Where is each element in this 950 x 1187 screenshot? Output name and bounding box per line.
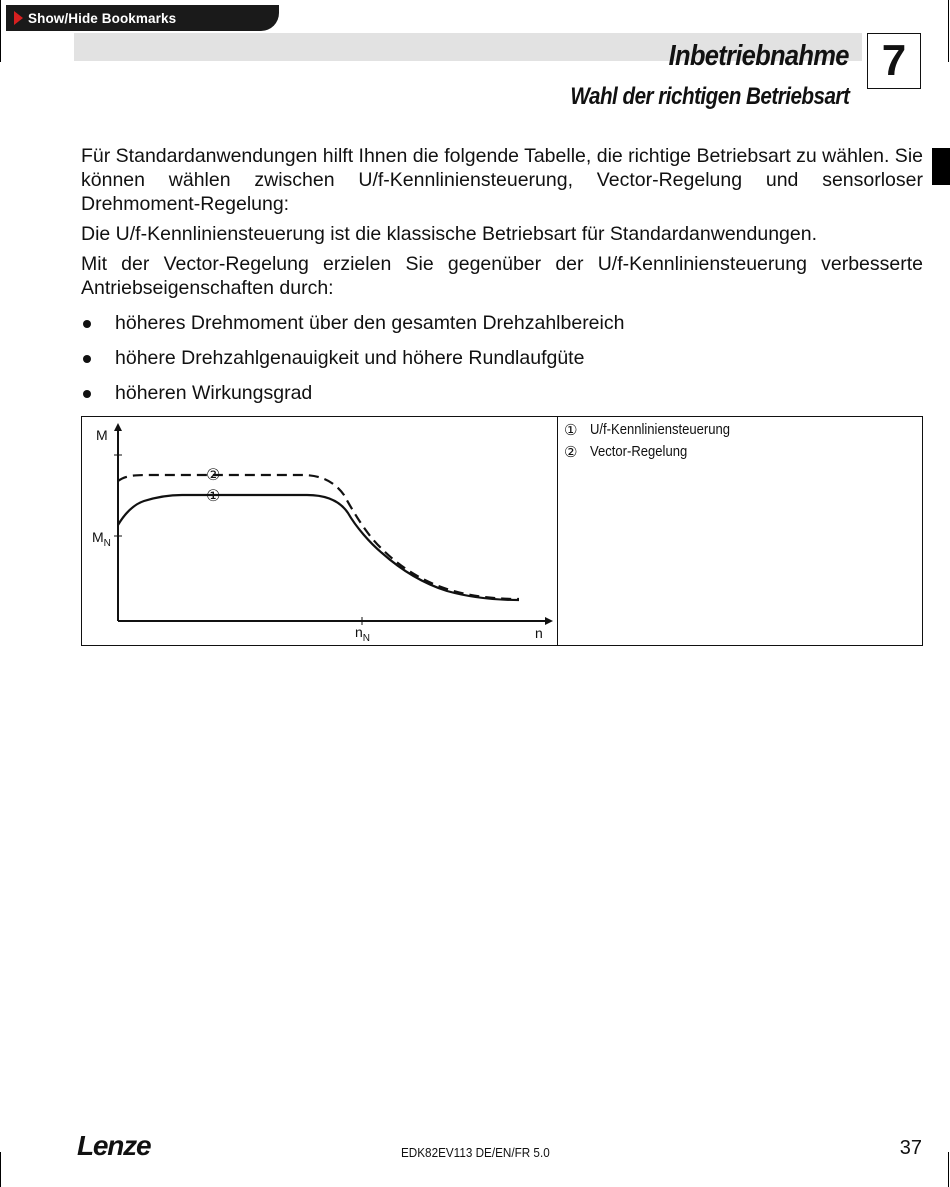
chapter-edge-tab (932, 148, 950, 185)
chapter-title: Inbetriebnahme (668, 40, 849, 72)
legend-entry (564, 441, 922, 463)
list-item-text: höheres Drehmoment über den gesamten Drehzahlbereich (115, 312, 625, 334)
document-id: EDK82EV113 DE/EN/FR 5.0 (401, 1145, 550, 1160)
paragraph: Die U/f-Kennliniensteuerung ist die klassische Betriebsart für Standardanwendungen. (81, 223, 818, 245)
crop-mark-bottom-right (948, 1152, 949, 1187)
x-marker-main: n (355, 624, 363, 640)
legend-number: ② (564, 444, 578, 461)
bullet-icon (83, 355, 91, 363)
bullet-list (81, 311, 923, 405)
torque-speed-diagram (82, 417, 558, 645)
bullet-icon (83, 390, 91, 398)
curve1-marker: ① (206, 486, 221, 505)
curve-uf-kennlinie (118, 495, 519, 600)
figure-table (81, 416, 923, 646)
paragraph: Mit der Vector-Regelung erzielen Sie gegenüber der U/f-Kennliniensteuerung verbesserte Antriebseigenschaften durch: (81, 253, 923, 299)
show-hide-bookmarks-button[interactable] (6, 5, 279, 31)
list-item (81, 381, 923, 405)
curve-vector-regelung (118, 475, 519, 599)
x-axis-label: n (535, 625, 543, 641)
chapter-number-box (867, 33, 921, 89)
list-item (81, 346, 923, 370)
legend-text: Vector-Regelung (590, 444, 688, 460)
x-marker-nn (355, 624, 370, 644)
page-number: 37 (899, 1137, 922, 1159)
section-title: Wahl der richtigen Betriebsart (570, 83, 849, 110)
crop-mark-top-left (0, 0, 1, 62)
x-marker-sub: N (362, 633, 371, 644)
y-axis-label: M (96, 427, 108, 443)
legend-text: U/f-Kennliniensteuerung (590, 422, 731, 438)
legend-entry (564, 419, 922, 441)
crop-mark-top-right (948, 0, 949, 62)
curve2-marker: ② (206, 465, 221, 484)
legend-number: ① (564, 422, 578, 439)
paragraph: Für Standardanwendungen hilft Ihnen die folgende Tabelle, die richtige Betriebsart zu wählen. Sie können wählen zwischen U/f-Kennliniensteuerung, Vector-Regelung und sensorloser Drehmoment-Regelung: (81, 145, 923, 215)
y-marker-sub: N (103, 538, 111, 549)
diagram-svg (82, 417, 557, 645)
crop-mark-bottom-left (0, 1152, 1, 1187)
list-item (81, 311, 923, 335)
y-marker-mn (92, 529, 111, 549)
play-triangle-icon (14, 11, 23, 25)
figure-legend (558, 417, 922, 645)
chapter-number: 7 (881, 36, 907, 85)
list-item-text: höheren Wirkungsgrad (115, 382, 313, 404)
list-item-text: höhere Drehzahlgenauigkeit und höhere Rundlaufgüte (115, 347, 585, 369)
y-marker-main: M (92, 529, 104, 545)
lenze-logo: Lenze (77, 1130, 151, 1161)
bookmarks-button-label: Show/Hide Bookmarks (28, 10, 177, 26)
bullet-icon (83, 320, 91, 328)
body-text (81, 144, 923, 405)
